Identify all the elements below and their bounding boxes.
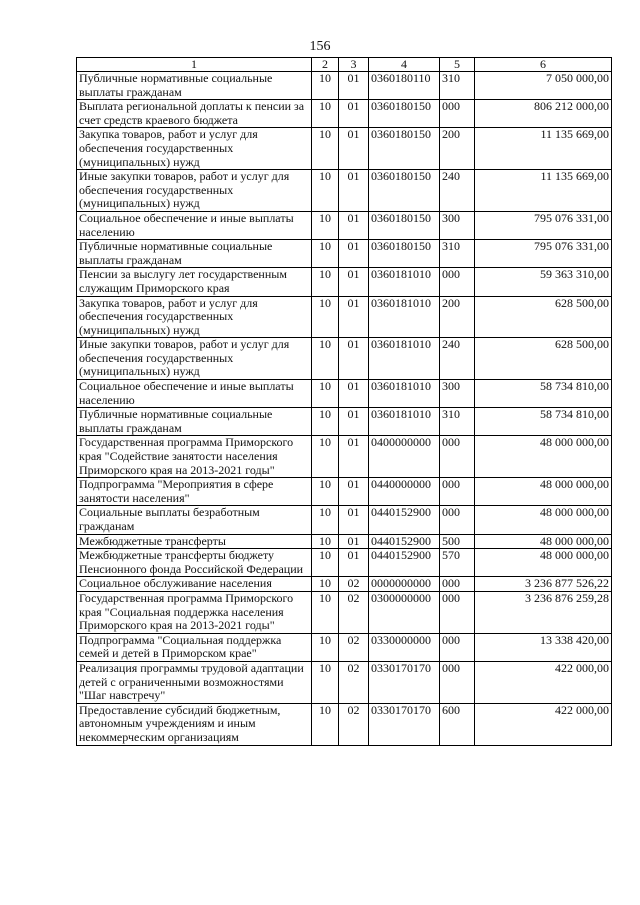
table-row: [77, 170, 612, 212]
row-name-cell: Государственная программа Приморского края "Социальная поддержка населения Приморского края на 2013-2021 годы": [77, 591, 312, 633]
row-section-cell: 10: [312, 100, 339, 128]
header-col-3: 3: [339, 58, 369, 72]
row-section-cell: 10: [312, 72, 339, 100]
table-row: [77, 408, 612, 436]
row-subsection-cell: 02: [339, 703, 369, 745]
row-section-cell: 10: [312, 703, 339, 745]
row-amount-cell: 3 236 876 259,28: [475, 591, 612, 633]
row-subsection-cell: 01: [339, 72, 369, 100]
table-row: [77, 128, 612, 170]
header-col-6: 6: [475, 58, 612, 72]
row-expense-type-cell: 200: [440, 128, 475, 170]
row-name-cell: Социальное обеспечение и иные выплаты населению: [77, 211, 312, 239]
row-subsection-cell: 01: [339, 478, 369, 506]
row-amount-cell: 59 363 310,00: [475, 268, 612, 296]
row-subsection-cell: 01: [339, 170, 369, 212]
table-row: [77, 268, 612, 296]
budget-table: [76, 57, 612, 746]
table-row: [77, 506, 612, 534]
row-target-article-cell: 0330170170: [369, 703, 440, 745]
row-target-article-cell: 0440152900: [369, 534, 440, 549]
row-expense-type-cell: 500: [440, 534, 475, 549]
row-expense-type-cell: 310: [440, 240, 475, 268]
row-section-cell: 10: [312, 534, 339, 549]
table-row: [77, 661, 612, 703]
row-target-article-cell: 0360181010: [369, 338, 440, 380]
row-target-article-cell: 0330000000: [369, 633, 440, 661]
row-expense-type-cell: 000: [440, 478, 475, 506]
header-col-2: 2: [312, 58, 339, 72]
row-amount-cell: 3 236 877 526,22: [475, 577, 612, 592]
table-row: [77, 591, 612, 633]
row-name-cell: Публичные нормативные социальные выплаты гражданам: [77, 408, 312, 436]
row-subsection-cell: 01: [339, 268, 369, 296]
row-name-cell: Публичные нормативные социальные выплаты гражданам: [77, 72, 312, 100]
row-target-article-cell: 0360181010: [369, 268, 440, 296]
header-col-4: 4: [369, 58, 440, 72]
table-row: [77, 633, 612, 661]
table-row: [77, 296, 612, 338]
row-section-cell: 10: [312, 296, 339, 338]
row-amount-cell: 48 000 000,00: [475, 436, 612, 478]
row-section-cell: 10: [312, 338, 339, 380]
row-section-cell: 10: [312, 591, 339, 633]
row-name-cell: Иные закупки товаров, работ и услуг для обеспечения государственных (муниципальных) нужд: [77, 170, 312, 212]
row-section-cell: 10: [312, 380, 339, 408]
row-section-cell: 10: [312, 268, 339, 296]
table-row: [77, 240, 612, 268]
row-expense-type-cell: 000: [440, 577, 475, 592]
row-target-article-cell: 0400000000: [369, 436, 440, 478]
row-target-article-cell: 0360180110: [369, 72, 440, 100]
row-section-cell: 10: [312, 577, 339, 592]
row-section-cell: 10: [312, 478, 339, 506]
row-amount-cell: 48 000 000,00: [475, 506, 612, 534]
table-row: [77, 338, 612, 380]
row-name-cell: Закупка товаров, работ и услуг для обеспечения государственных (муниципальных) нужд: [77, 296, 312, 338]
row-section-cell: 10: [312, 240, 339, 268]
row-amount-cell: 795 076 331,00: [475, 211, 612, 239]
row-subsection-cell: 02: [339, 577, 369, 592]
row-section-cell: 10: [312, 211, 339, 239]
row-target-article-cell: 0360181010: [369, 380, 440, 408]
table-row: [77, 211, 612, 239]
row-name-cell: Межбюджетные трансферты бюджету Пенсионного фонда Российской Федерации: [77, 549, 312, 577]
table-row: [77, 703, 612, 745]
row-name-cell: Социальное обслуживание населения: [77, 577, 312, 592]
row-name-cell: Пенсии за выслугу лет государственным служащим Приморского края: [77, 268, 312, 296]
row-name-cell: Межбюджетные трансферты: [77, 534, 312, 549]
row-subsection-cell: 01: [339, 549, 369, 577]
row-amount-cell: 422 000,00: [475, 703, 612, 745]
table-header: [77, 58, 612, 72]
row-target-article-cell: 0330170170: [369, 661, 440, 703]
table-row: [77, 100, 612, 128]
row-expense-type-cell: 000: [440, 100, 475, 128]
row-subsection-cell: 01: [339, 408, 369, 436]
row-section-cell: 10: [312, 661, 339, 703]
row-target-article-cell: 0440152900: [369, 549, 440, 577]
row-expense-type-cell: 300: [440, 211, 475, 239]
row-subsection-cell: 01: [339, 506, 369, 534]
row-subsection-cell: 01: [339, 128, 369, 170]
row-amount-cell: 422 000,00: [475, 661, 612, 703]
row-subsection-cell: 01: [339, 436, 369, 478]
row-amount-cell: 58 734 810,00: [475, 380, 612, 408]
row-subsection-cell: 01: [339, 338, 369, 380]
row-amount-cell: 48 000 000,00: [475, 478, 612, 506]
row-name-cell: Социальные выплаты безработным гражданам: [77, 506, 312, 534]
row-expense-type-cell: 200: [440, 296, 475, 338]
row-subsection-cell: 01: [339, 100, 369, 128]
row-section-cell: 10: [312, 549, 339, 577]
row-target-article-cell: 0000000000: [369, 577, 440, 592]
row-expense-type-cell: 000: [440, 436, 475, 478]
row-expense-type-cell: 000: [440, 661, 475, 703]
page-number: 156: [309, 39, 331, 54]
table-row: [77, 577, 612, 592]
row-subsection-cell: 02: [339, 633, 369, 661]
row-target-article-cell: 0440000000: [369, 478, 440, 506]
row-subsection-cell: 02: [339, 591, 369, 633]
row-expense-type-cell: 000: [440, 591, 475, 633]
row-amount-cell: 11 135 669,00: [475, 170, 612, 212]
row-name-cell: Публичные нормативные социальные выплаты гражданам: [77, 240, 312, 268]
row-expense-type-cell: 000: [440, 633, 475, 661]
row-target-article-cell: 0360180150: [369, 211, 440, 239]
row-amount-cell: 795 076 331,00: [475, 240, 612, 268]
row-name-cell: Государственная программа Приморского края "Содействие занятости населения Приморского края на 2013-2021 годы": [77, 436, 312, 478]
row-expense-type-cell: 600: [440, 703, 475, 745]
row-amount-cell: 628 500,00: [475, 296, 612, 338]
row-target-article-cell: 0440152900: [369, 506, 440, 534]
table-row: [77, 534, 612, 549]
row-subsection-cell: 01: [339, 211, 369, 239]
row-amount-cell: 7 050 000,00: [475, 72, 612, 100]
row-subsection-cell: 01: [339, 296, 369, 338]
row-name-cell: Иные закупки товаров, работ и услуг для обеспечения государственных (муниципальных) нужд: [77, 338, 312, 380]
row-expense-type-cell: 310: [440, 408, 475, 436]
row-name-cell: Подпрограмма "Социальная поддержка семей и детей в Приморском крае": [77, 633, 312, 661]
row-subsection-cell: 01: [339, 534, 369, 549]
row-section-cell: 10: [312, 436, 339, 478]
row-expense-type-cell: 240: [440, 170, 475, 212]
row-name-cell: Предоставление субсидий бюджетным, автономным учреждениям и иным некоммерческим организациям: [77, 703, 312, 745]
row-expense-type-cell: 000: [440, 268, 475, 296]
row-amount-cell: 13 338 420,00: [475, 633, 612, 661]
row-amount-cell: 628 500,00: [475, 338, 612, 380]
row-name-cell: Выплата региональной доплаты к пенсии за счет средств краевого бюджета: [77, 100, 312, 128]
row-section-cell: 10: [312, 128, 339, 170]
row-section-cell: 10: [312, 633, 339, 661]
row-name-cell: Реализация программы трудовой адаптации детей с ограниченными возможностями "Шаг навстречу": [77, 661, 312, 703]
table-body: [77, 72, 612, 746]
row-amount-cell: 58 734 810,00: [475, 408, 612, 436]
row-name-cell: Социальное обеспечение и иные выплаты населению: [77, 380, 312, 408]
row-section-cell: 10: [312, 170, 339, 212]
row-target-article-cell: 0360180150: [369, 170, 440, 212]
row-subsection-cell: 01: [339, 240, 369, 268]
row-subsection-cell: 01: [339, 380, 369, 408]
row-target-article-cell: 0360180150: [369, 240, 440, 268]
row-expense-type-cell: 240: [440, 338, 475, 380]
table-row: [77, 436, 612, 478]
row-expense-type-cell: 310: [440, 72, 475, 100]
row-amount-cell: 11 135 669,00: [475, 128, 612, 170]
row-expense-type-cell: 000: [440, 506, 475, 534]
row-amount-cell: 48 000 000,00: [475, 549, 612, 577]
header-row: [77, 58, 612, 72]
row-amount-cell: 48 000 000,00: [475, 534, 612, 549]
header-col-1: 1: [77, 58, 312, 72]
table-row: [77, 478, 612, 506]
table-row: [77, 72, 612, 100]
row-subsection-cell: 02: [339, 661, 369, 703]
row-section-cell: 10: [312, 506, 339, 534]
row-name-cell: Закупка товаров, работ и услуг для обеспечения государственных (муниципальных) нужд: [77, 128, 312, 170]
row-expense-type-cell: 570: [440, 549, 475, 577]
row-amount-cell: 806 212 000,00: [475, 100, 612, 128]
row-target-article-cell: 0360181010: [369, 408, 440, 436]
row-expense-type-cell: 300: [440, 380, 475, 408]
row-target-article-cell: 0300000000: [369, 591, 440, 633]
header-col-5: 5: [440, 58, 475, 72]
row-target-article-cell: 0360180150: [369, 100, 440, 128]
row-name-cell: Подпрограмма "Мероприятия в сфере занятости населения": [77, 478, 312, 506]
row-target-article-cell: 0360181010: [369, 296, 440, 338]
row-section-cell: 10: [312, 408, 339, 436]
table-row: [77, 549, 612, 577]
row-target-article-cell: 0360180150: [369, 128, 440, 170]
table-row: [77, 380, 612, 408]
